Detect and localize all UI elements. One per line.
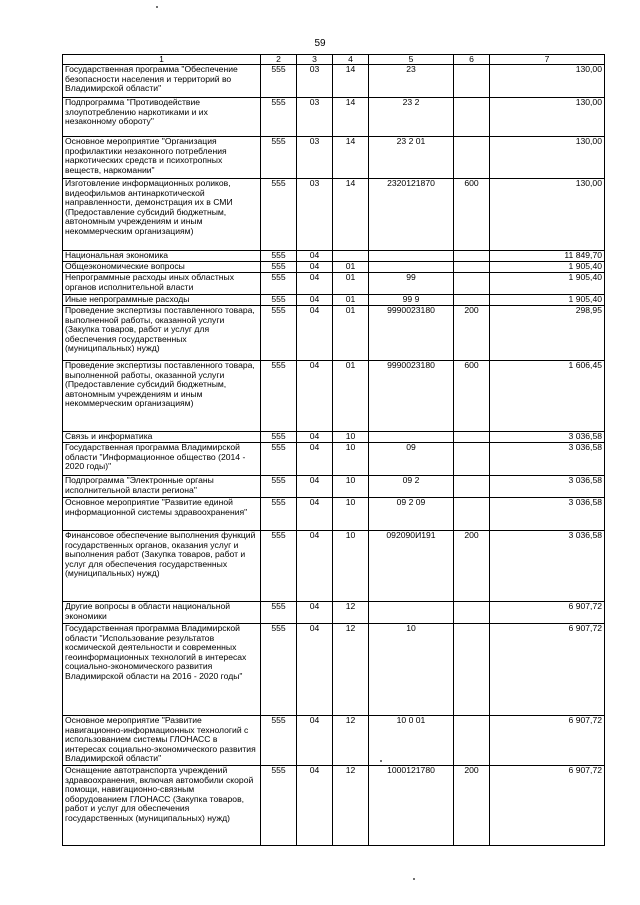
column-header: 2 [261,55,297,65]
cell-c3: 04 [297,262,333,273]
cell-c6 [454,295,490,306]
table-row [63,476,605,498]
cell-c2: 555 [261,306,297,361]
cell-c7: 1 606,45 [490,361,605,432]
cell-c7: 130,00 [490,65,605,98]
row-name: Подпрограмма "Противодействие злоупотреблению наркотиками и их незаконному обороту" [63,98,261,137]
cell-c5: 2320121870 [369,179,454,251]
cell-c6 [454,65,490,98]
header-row [63,55,605,65]
row-name: Проведение экспертизы поставленного товара, выполненной работы, оказанной услуги (Закупка товаров, работ и услуг для обеспечения государственных (муниципальных) нужд) [63,306,261,361]
cell-c4: 14 [333,65,369,98]
cell-c7: 3 036,58 [490,476,605,498]
cell-c6: 200 [454,306,490,361]
cell-c6 [454,498,490,531]
row-name: Государственная программа "Обеспечение безопасности населения и территорий во Владимирской области" [63,65,261,98]
cell-c7: 1 905,40 [490,262,605,273]
column-header: 7 [490,55,605,65]
table-row [63,179,605,251]
cell-c2: 555 [261,498,297,531]
cell-c3: 04 [297,716,333,766]
row-name: Оснащение автотранспорта учреждений здравоохранения, включая автомобили скорой помощи, навигационно-связным оборудованием ГЛОНАСС (Закупка товаров, работ и услуг для обеспечения государственных (муниципальных) нужд) [63,766,261,846]
cell-c2: 555 [261,179,297,251]
row-name: Подпрограмма "Электронные органы исполнительной власти региона" [63,476,261,498]
cell-c7: 3 036,58 [490,432,605,443]
cell-c7: 130,00 [490,137,605,179]
cell-c3: 04 [297,273,333,295]
cell-c2: 555 [261,262,297,273]
row-name: Финансовое обеспечение выполнения функций государственных органов, оказания услуг и выполнения работ (Закупка товаров, работ и услуг для обеспечения государственных (муниципальных) нужд) [63,531,261,602]
cell-c3: 04 [297,306,333,361]
cell-c5: 99 [369,273,454,295]
table-row [63,98,605,137]
budget-table [62,54,605,846]
column-header: 3 [297,55,333,65]
cell-c5 [369,602,454,624]
table-row [63,602,605,624]
cell-c6: 200 [454,531,490,602]
table-row [63,443,605,476]
cell-c5: 9990023180 [369,361,454,432]
cell-c3: 04 [297,443,333,476]
cell-c3: 04 [297,602,333,624]
cell-c5: 9990023180 [369,306,454,361]
row-name: Национальная экономика [63,251,261,262]
page-number: 59 [314,38,326,49]
cell-c7: 6 907,72 [490,602,605,624]
cell-c3: 03 [297,137,333,179]
scan-speck [413,878,415,880]
cell-c5: 99 9 [369,295,454,306]
cell-c6 [454,98,490,137]
cell-c5: 10 [369,624,454,716]
cell-c4: 12 [333,602,369,624]
cell-c2: 555 [261,443,297,476]
cell-c3: 04 [297,361,333,432]
cell-c7: 3 036,58 [490,531,605,602]
row-name: Основное мероприятие "Развитие навигационно-информационных технологий с использованием системы ГЛОНАСС в интересах социально-экономического развития Владимирской области" [63,716,261,766]
table-row [63,251,605,262]
cell-c2: 555 [261,531,297,602]
row-name: Непрограммные расходы иных областных органов исполнительной власти [63,273,261,295]
cell-c5: 1000121780 [369,766,454,846]
cell-c4: 12 [333,716,369,766]
cell-c4 [333,251,369,262]
cell-c7: 1 905,40 [490,273,605,295]
cell-c3: 04 [297,432,333,443]
row-name: Проведение экспертизы поставленного товара, выполненной работы, оказанной услуги (Предоставление субсидий бюджетным, автономным учреждениям и иным некоммерческим организациям) [63,361,261,432]
cell-c2: 555 [261,716,297,766]
cell-c2: 555 [261,137,297,179]
cell-c2: 555 [261,98,297,137]
table-row [63,498,605,531]
cell-c3: 04 [297,624,333,716]
cell-c4: 14 [333,98,369,137]
cell-c6 [454,137,490,179]
cell-c7: 130,00 [490,98,605,137]
cell-c2: 555 [261,624,297,716]
table-row [63,716,605,766]
cell-c6 [454,443,490,476]
scan-speck [156,6,158,8]
cell-c5: 09 [369,443,454,476]
cell-c7: 1 905,40 [490,295,605,306]
table-row [63,306,605,361]
cell-c5: 092090И191 [369,531,454,602]
cell-c3: 03 [297,98,333,137]
cell-c6 [454,716,490,766]
row-name: Государственная программа Владимирской области "Использование результатов космической деятельности и современных геоинформационных технологий в интересах социально-экономического развития Владимирской области на 2016 - 2020 годы" [63,624,261,716]
cell-c5: 10 0 01 [369,716,454,766]
cell-c6 [454,262,490,273]
cell-c4: 10 [333,498,369,531]
cell-c2: 555 [261,766,297,846]
cell-c5 [369,251,454,262]
cell-c6 [454,476,490,498]
column-header: 5 [369,55,454,65]
cell-c3: 04 [297,295,333,306]
cell-c6 [454,251,490,262]
cell-c3: 04 [297,498,333,531]
cell-c2: 555 [261,65,297,98]
cell-c5: 23 [369,65,454,98]
row-name: Связь и информатика [63,432,261,443]
scan-speck [380,760,382,762]
table-row [63,624,605,716]
cell-c5 [369,262,454,273]
cell-c3: 04 [297,476,333,498]
cell-c5: 09 2 09 [369,498,454,531]
table-row [63,65,605,98]
table-row [63,137,605,179]
cell-c4: 01 [333,306,369,361]
cell-c6 [454,624,490,716]
cell-c7: 3 036,58 [490,498,605,531]
cell-c2: 555 [261,476,297,498]
cell-c3: 03 [297,179,333,251]
column-header: 1 [63,55,261,65]
row-name: Общеэкономические вопросы [63,262,261,273]
column-header: 4 [333,55,369,65]
table-row [63,432,605,443]
cell-c4: 10 [333,443,369,476]
table-row [63,262,605,273]
cell-c4: 01 [333,273,369,295]
cell-c2: 555 [261,432,297,443]
cell-c6 [454,602,490,624]
cell-c3: 04 [297,766,333,846]
table-row [63,295,605,306]
column-header: 6 [454,55,490,65]
cell-c5: 23 2 01 [369,137,454,179]
cell-c6: 600 [454,179,490,251]
cell-c6 [454,273,490,295]
cell-c7: 11 849,70 [490,251,605,262]
cell-c2: 555 [261,273,297,295]
cell-c4: 14 [333,179,369,251]
cell-c5 [369,432,454,443]
cell-c4: 01 [333,262,369,273]
cell-c6: 600 [454,361,490,432]
cell-c5: 23 2 [369,98,454,137]
cell-c3: 04 [297,251,333,262]
cell-c2: 555 [261,295,297,306]
cell-c4: 12 [333,766,369,846]
table-row [63,273,605,295]
cell-c4: 12 [333,624,369,716]
table-row [63,531,605,602]
row-name: Изготовление информационных роликов, видеофильмов антинаркотической направленности, демонстрация их в СМИ (Предоставление субсидий бюджетным, автономным учреждениям и иным некоммерческим организациям) [63,179,261,251]
cell-c7: 6 907,72 [490,624,605,716]
cell-c6: 200 [454,766,490,846]
cell-c4: 10 [333,476,369,498]
table-row [63,766,605,846]
cell-c3: 04 [297,531,333,602]
cell-c7: 298,95 [490,306,605,361]
row-name: Иные непрограммные расходы [63,295,261,306]
cell-c4: 01 [333,295,369,306]
row-name: Основное мероприятие "Развитие единой информационной системы здравоохранения" [63,498,261,531]
cell-c4: 10 [333,432,369,443]
cell-c7: 6 907,72 [490,766,605,846]
row-name: Другие вопросы в области национальной экономики [63,602,261,624]
cell-c7: 3 036,58 [490,443,605,476]
cell-c4: 10 [333,531,369,602]
row-name: Государственная программа Владимирской области "Информационное общество (2014 - 2020 годы)" [63,443,261,476]
cell-c4: 14 [333,137,369,179]
cell-c2: 555 [261,251,297,262]
cell-c6 [454,432,490,443]
table-row [63,361,605,432]
cell-c3: 03 [297,65,333,98]
cell-c5: 09 2 [369,476,454,498]
cell-c7: 6 907,72 [490,716,605,766]
cell-c4: 01 [333,361,369,432]
cell-c2: 555 [261,602,297,624]
row-name: Основное мероприятие "Организация профилактики незаконного потребления наркотических средств и психотропных веществ, наркомании" [63,137,261,179]
cell-c7: 130,00 [490,179,605,251]
cell-c2: 555 [261,361,297,432]
